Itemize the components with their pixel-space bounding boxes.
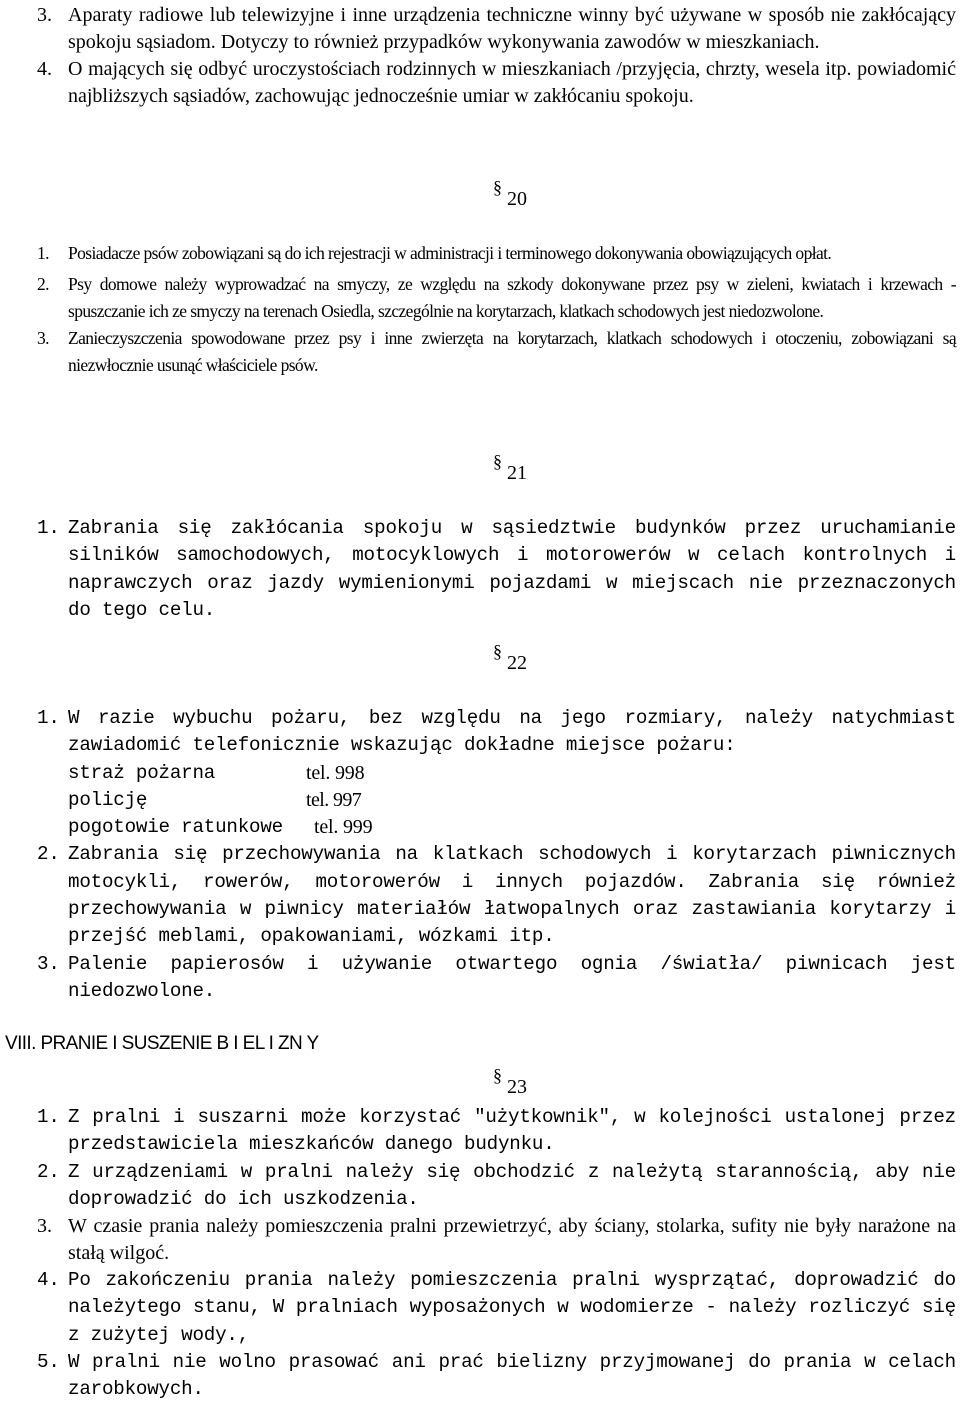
section-19-items	[0, 2, 960, 110]
item-text: Zabrania się zakłócania spokoju w sąsiedztwie budynków przez uruchamianie silników samochodowych, motocyklowych i motorowerów w celach kontrolnych i naprawczych oraz jazdy wymienionymi pojazdami w miejscach nie przeznaczonych do tego celu.	[68, 517, 956, 621]
item-number: 2.	[37, 843, 60, 866]
list-item	[0, 271, 960, 325]
list-item	[0, 56, 960, 110]
section-sign: §	[493, 177, 502, 197]
phone-number: tel. 999	[314, 816, 373, 839]
paragraph-heading	[493, 177, 527, 211]
item-number: 3.	[37, 952, 60, 975]
section-20-items	[0, 240, 960, 379]
list-item	[0, 2, 960, 56]
list-item	[0, 1349, 960, 1404]
item-text: O mających się odbyć uroczystościach rodzinnych w mieszkaniach /przyjęcia, chrzty, wesela itp. powiadomić najbliższych sąsiadów, zachowując jednocześnie umiar w zakłócaniu spokoju.	[68, 58, 956, 107]
phone-service: policję	[68, 788, 148, 811]
item-text: Zanieczyszczenia spowodowane przez psy i inne zwierzęta na korytarzach, klatkach schodowych i otoczeniu, zobowiązani są niezwłocznie usunąć właściciele psów.	[68, 328, 956, 375]
item-number: 2.	[37, 1160, 60, 1183]
list-item	[0, 240, 960, 267]
item-number: 3.	[37, 1215, 52, 1238]
phone-number: tel. 997	[306, 788, 362, 811]
item-number: 1.	[37, 243, 49, 263]
section-sign: §	[493, 1065, 502, 1085]
section-21-items	[0, 515, 960, 624]
item-text: Aparaty radiowe lub telewizyjne i inne urządzenia techniczne winny być używane w sposób nie zakłócający spokoju sąsiadom. Dotyczy to również przypadków wykonywania zawodów w mieszkaniach.	[68, 4, 956, 53]
paragraph-number: 23	[507, 1076, 527, 1098]
item-text: W czasie prania należy pomieszczenia pralni przewietrzyć, aby ściany, stolarka, sufity nie były narażone na stałą wilgoć.	[68, 1215, 956, 1265]
paragraph-number: 22	[507, 652, 527, 674]
section-sign: §	[493, 451, 502, 471]
paragraph-heading	[493, 641, 527, 675]
item-text: Posiadacze psów zobowiązani są do ich rejestracji w administracji i terminowego dokonywania obowiązujących opłat.	[68, 243, 832, 263]
item-number: 3.	[37, 4, 52, 26]
paragraph-heading	[493, 451, 527, 485]
section-23-items	[0, 1104, 960, 1404]
phone-row	[68, 760, 956, 787]
section-22-items	[0, 705, 960, 1005]
list-item	[0, 951, 960, 1006]
item-text: Z pralni i suszarni może korzystać "użytkownik", w kolejności ustalonej przez przedstawiciela mieszkańców danego budynku.	[68, 1106, 956, 1156]
list-item	[0, 1213, 960, 1267]
item-text: Zabrania się przechowywania na klatkach schodowych i korytarzach piwnicznych motocykli, rowerów, motorowerów i innych pojazdów. Zabrania się również przechowywania w piwnicy materiałów łatwopalnych oraz zastawiania korytarzy i przejść meblami, opakowaniami, wózkami itp.	[68, 843, 956, 948]
list-item	[0, 515, 960, 624]
item-text: Palenie papierosów i używanie otwartego ognia /światła/ piwnicach jest niedozwolone.	[68, 952, 956, 1002]
list-item	[0, 325, 960, 379]
paragraph-heading	[493, 1065, 527, 1099]
item-text: W razie wybuchu pożaru, bez względu na jego rozmiary, należy natychmiast zawiadomić telefonicznie wskazując dokładne miejsce pożaru:	[68, 707, 956, 757]
item-number: 5.	[37, 1351, 60, 1374]
phone-service: pogotowie ratunkowe	[68, 816, 283, 839]
paragraph-number: 20	[507, 188, 527, 210]
section-sign: §	[493, 641, 502, 661]
list-item	[0, 841, 960, 950]
list-item	[0, 1267, 960, 1349]
item-number: 2.	[37, 274, 49, 294]
phone-service: straż pożarna	[68, 761, 216, 784]
item-number: 3.	[37, 328, 49, 348]
item-text: Po zakończeniu prania należy pomieszczenia pralni wysprzątać, doprowadzić do należytego stanu, W pralniach wyposażonych w wodomierze - należy rozliczyć się z zużytej wody.,	[68, 1269, 956, 1346]
phone-number: tel. 998	[306, 761, 365, 784]
phone-row	[68, 787, 956, 814]
item-number: 1.	[37, 1106, 60, 1128]
phone-row	[68, 814, 956, 841]
item-number: 1.	[37, 517, 60, 539]
list-item	[0, 705, 960, 841]
section-heading: VIII. PRANIE I SUSZENIE B I EL I ZN Y	[5, 1033, 319, 1054]
list-item	[0, 1104, 960, 1159]
item-text: Z urządzeniami w pralni należy się obchodzić z należytą starannością, aby nie doprowadzić do ich uszkodzenia.	[68, 1160, 956, 1210]
item-number: 4.	[37, 1269, 60, 1292]
paragraph-number: 21	[507, 462, 527, 484]
item-number: 1.	[37, 707, 60, 729]
item-text: Psy domowe należy wyprowadzać na smyczy, ze względu na szkody dokonywane przez psy w zieleni, kwiatach i krzewach - spuszczanie ich ze smyczy na terenach Osiedla, szczególnie na korytarzach, klatkach schodowych jest niedozwolone.	[68, 274, 956, 321]
item-text: W pralni nie wolno prasować ani prać bielizny przyjmowanej do prania w celach zarobkowych.	[68, 1351, 956, 1401]
item-number: 4.	[37, 58, 52, 80]
list-item	[0, 1159, 960, 1214]
